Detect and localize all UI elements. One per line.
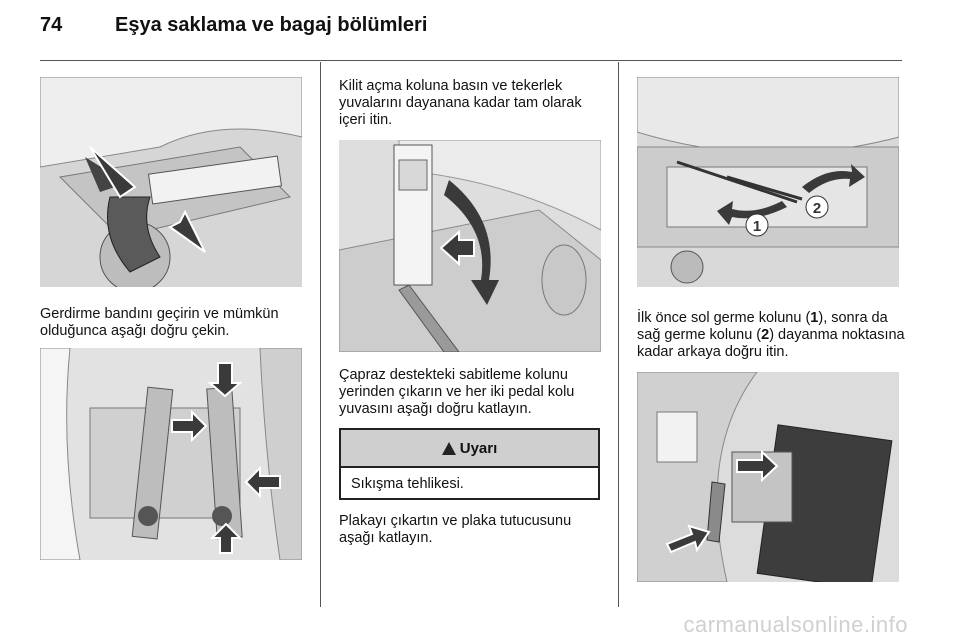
figure-label-2: 2	[812, 200, 822, 217]
figure-unlock-lever	[339, 140, 601, 352]
figure-label-1: 1	[752, 218, 762, 235]
column-divider-1	[320, 62, 321, 607]
warning-triangle-icon	[442, 442, 456, 455]
tension-levers-svg	[637, 77, 899, 287]
strap-illustration-svg	[40, 77, 302, 287]
figure-tension-levers	[637, 77, 899, 287]
tension-text-mid: ), sonra da sağ germe kolunu (	[637, 310, 888, 343]
figure-pedal-holders	[40, 348, 302, 560]
plate-holder-svg	[637, 372, 899, 582]
lever-number-1: 1	[810, 310, 819, 326]
page-title: Eşya saklama ve bagaj bölümleri	[115, 14, 428, 36]
header-rule	[40, 60, 902, 61]
warning-text: Sıkışma tehlikesi.	[351, 476, 464, 492]
instruction-plate: Plakayı çıkartın ve plaka tutucusunu aşağı katlayın.	[339, 513, 572, 546]
lever-number-2: 2	[761, 327, 770, 343]
figure-strap-illustration	[40, 77, 302, 287]
page-number: 74	[40, 14, 63, 36]
warning-box	[339, 428, 600, 500]
pedal-holders-svg	[40, 348, 302, 560]
caption-strap: Gerdirme bandını geçirin ve mümkün olduğunca aşağı doğru çekin.	[40, 306, 279, 339]
instruction-tension-levers	[637, 310, 905, 361]
tension-text-prefix: İlk önce sol germe kolunu (	[637, 310, 811, 326]
unlock-lever-svg	[339, 140, 601, 352]
tension-text-suffix: ) dayanma noktasına kadar arkaya doğru itin.	[637, 327, 905, 360]
instruction-unlock: Kilit açma koluna basın ve tekerlek yuvalarını dayanana kadar tam olarak içeri itin.	[339, 78, 582, 128]
figure-plate-holder	[637, 372, 899, 582]
watermark: carmanualsonline.info	[683, 612, 908, 637]
warning-header	[341, 430, 598, 468]
instruction-crossbar: Çapraz destekteki sabitleme kolunu yerinden çıkarın ve her iki pedal kolu yuvasını aşağı doğru katlayın.	[339, 367, 575, 417]
column-divider-2	[618, 62, 619, 607]
warning-title: Uyarı	[459, 439, 498, 457]
